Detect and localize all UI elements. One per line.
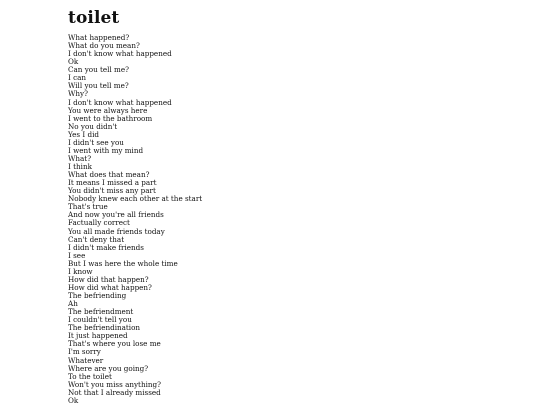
dialogue-line: I didn't see you (68, 137, 124, 147)
dialogue-line: You all made friends today (68, 226, 165, 236)
dialogue-line: The befriending (68, 291, 127, 300)
dialogue-line: I'm sorry (68, 347, 101, 357)
dialogue-line: What? (68, 153, 92, 163)
dialogue-line: It just happened (68, 331, 128, 341)
document-page (68, 8, 528, 405)
page-title: toilet (68, 8, 120, 28)
dialogue-line: To the toilet (68, 371, 112, 381)
dialogue-line: I think (68, 162, 92, 171)
dialogue-line: Yes I did (68, 129, 99, 139)
dialogue-line: Why? (68, 89, 88, 99)
dialogue-lines (68, 34, 528, 405)
dialogue-line: Will you tell me? (68, 81, 129, 91)
dialogue-line: I can (68, 73, 87, 83)
dialogue-line: Ok (68, 395, 79, 405)
dialogue-line: How did that happen? (68, 274, 149, 284)
dialogue-line: Can you tell me? (68, 65, 129, 75)
dialogue-line: I know (68, 266, 93, 276)
dialogue-line: But I was here the whole time (68, 258, 178, 268)
dialogue-line: I went to the bathroom (68, 113, 153, 123)
dialogue-line: Ok (68, 57, 79, 67)
dialogue-line: I see (68, 250, 86, 260)
dialogue-line: It means I missed a part (68, 178, 157, 188)
dialogue-line: Whatever (68, 355, 104, 365)
dialogue-line: That's where you lose me (68, 339, 161, 349)
dialogue-line: I don't know what happened (68, 97, 172, 107)
dialogue-line: I don't know what happened (68, 49, 172, 59)
dialogue-line: What do you mean? (68, 41, 140, 51)
dialogue-line: Won't you miss anything? (68, 379, 161, 389)
dialogue-line: What does that mean? (68, 170, 150, 180)
dialogue-line: And now you're all friends (68, 210, 164, 220)
dialogue-line: That's true (68, 202, 108, 212)
dialogue-line: Ah (68, 299, 78, 309)
dialogue-line: What happened? (68, 33, 130, 42)
dialogue-line: I couldn't tell you (68, 315, 132, 325)
dialogue-line: Not that I already missed (68, 387, 161, 397)
dialogue-line: The befriendment (68, 307, 134, 317)
dialogue-line: Nobody knew each other at the start (68, 194, 203, 204)
dialogue-line: Can't deny that (68, 234, 125, 244)
dialogue-line: I went with my mind (68, 145, 144, 155)
dialogue-line: You didn't miss any part (68, 186, 156, 196)
dialogue-line: You were always here (68, 105, 148, 115)
dialogue-line: How did what happen? (68, 282, 152, 292)
dialogue-line: Factually correct (68, 218, 130, 228)
dialogue-line: The befriendination (68, 323, 141, 333)
dialogue-line: Where are you going? (68, 363, 149, 373)
dialogue-line: No you didn't (68, 121, 118, 131)
dialogue-line: I didn't make friends (68, 242, 144, 252)
